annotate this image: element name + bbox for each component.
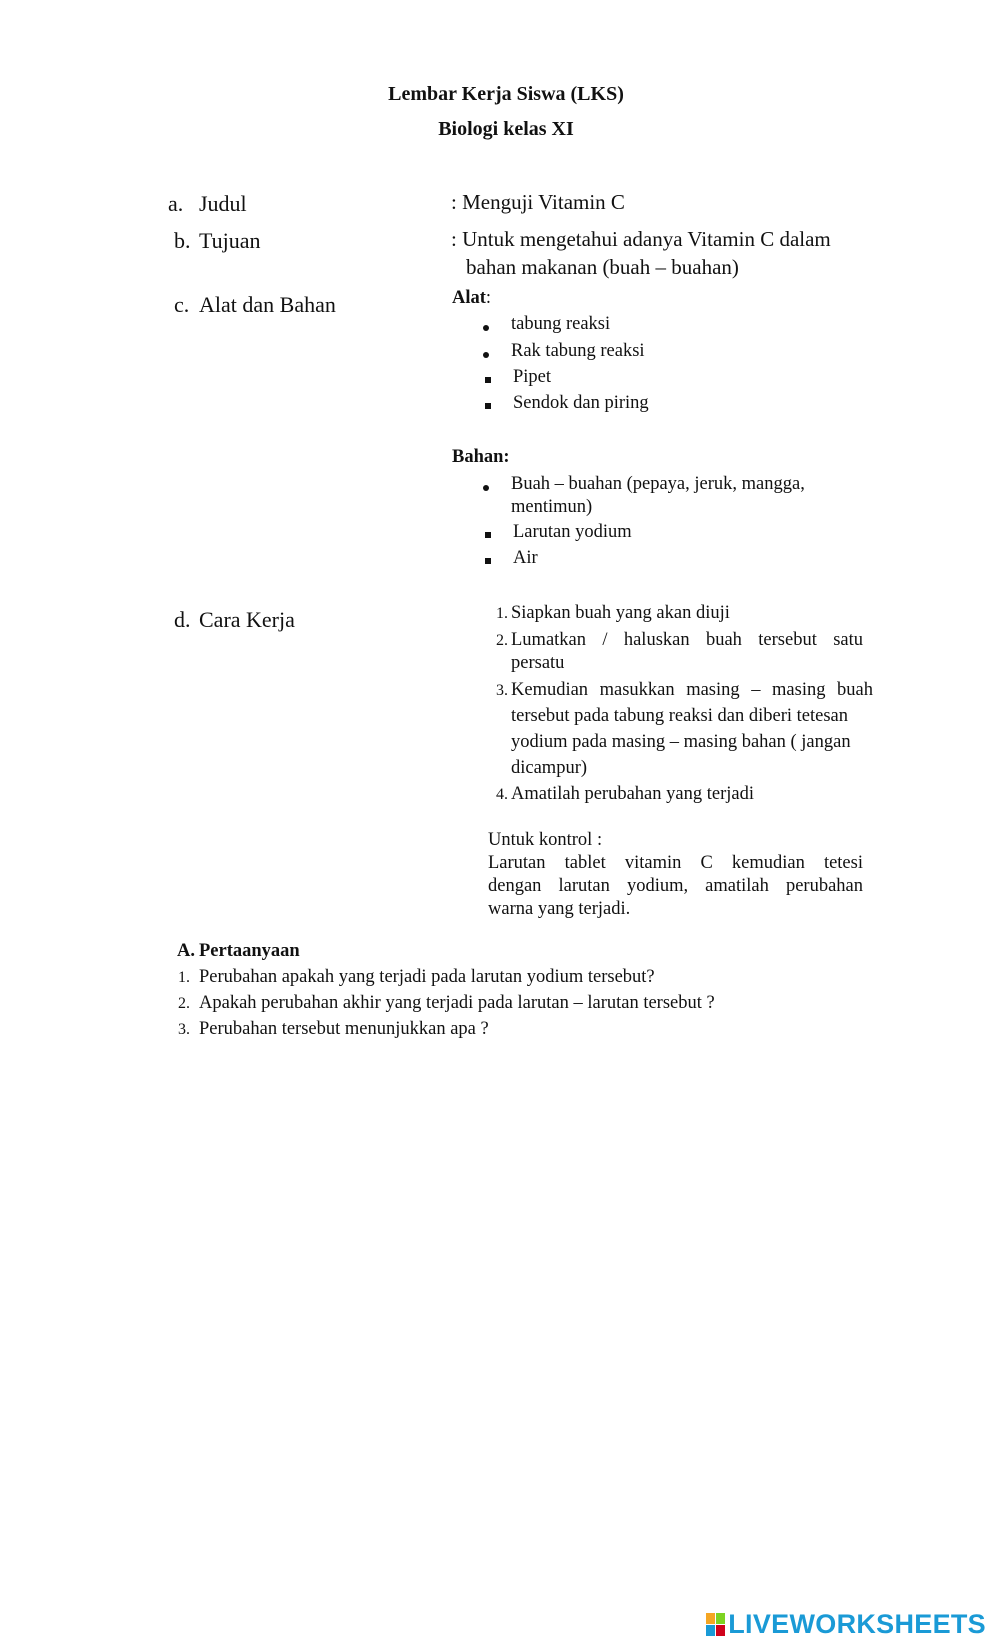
bullet-square-icon: [485, 532, 491, 538]
step-text: Lumatkan / haluskan buah tersebut satu: [511, 630, 863, 650]
alat-item: tabung reaksi: [511, 314, 611, 334]
tujuan-value-line2: bahan makanan (buah – buahan): [466, 255, 739, 279]
bullet-square-icon: [485, 403, 491, 409]
bullet-dot-icon: [483, 325, 489, 331]
alat-item: Sendok dan piring: [513, 393, 649, 413]
bullet-square-icon: [485, 558, 491, 564]
page-subtitle: Biologi kelas XI: [438, 118, 574, 140]
step-number: 2.: [496, 632, 508, 649]
bullet-dot-icon: [483, 485, 489, 491]
question-text: Apakah perubahan akhir yang terjadi pada larutan – larutan tersebut ?: [199, 993, 715, 1013]
bahan-item: Buah – buahan (pepaya, jeruk, mangga,: [511, 474, 805, 494]
step-text-continuation: yodium pada masing – masing bahan ( jangan: [511, 732, 851, 752]
logo-block: [706, 1625, 715, 1636]
section-letter-tujuan: b.: [174, 228, 191, 253]
step-text-continuation: tersebut pada tabung reaksi dan diberi tetesan: [511, 706, 848, 726]
logo-text: LIVEWORKSHEETS: [728, 1609, 986, 1639]
bahan-item: Air: [513, 548, 538, 568]
step-text: Kemudian masukkan masing – masing buah: [511, 680, 873, 700]
bahan-item: Larutan yodium: [513, 522, 632, 542]
alat-item: Pipet: [513, 367, 552, 387]
step-number: 4.: [496, 786, 508, 803]
question-text: Perubahan tersebut menunjukkan apa ?: [199, 1019, 489, 1039]
question-number: 2.: [178, 995, 190, 1012]
step-number: 1.: [496, 605, 508, 622]
kontrol-text: dengan larutan yodium, amatilah perubahan: [488, 876, 863, 896]
alat-heading-colon: :: [485, 288, 492, 308]
bahan-heading: Bahan:: [452, 447, 510, 467]
question-number: 1.: [178, 969, 190, 986]
section-label-judul: Judul: [199, 191, 247, 216]
section-letter-judul: a.: [168, 191, 184, 216]
question-number: 3.: [178, 1021, 190, 1038]
alat-heading: [452, 288, 491, 309]
kontrol-text: Larutan tablet vitamin C kemudian tetesi: [488, 853, 863, 873]
logo-block: [716, 1613, 725, 1624]
section-label-cara-kerja: Cara Kerja: [199, 607, 295, 632]
bullet-square-icon: [485, 377, 491, 383]
alat-item: Rak tabung reaksi: [511, 341, 645, 361]
judul-value: : Menguji Vitamin C: [451, 190, 625, 214]
section-letter-alat-bahan: c.: [174, 292, 190, 317]
bahan-item-continuation: mentimun): [511, 497, 593, 517]
step-text: Amatilah perubahan yang terjadi: [511, 784, 754, 804]
logo-block: [716, 1625, 725, 1636]
section-label-alat-bahan: Alat dan Bahan: [199, 292, 336, 317]
tujuan-value-line1: : Untuk mengetahui adanya Vitamin C dalam: [451, 227, 831, 251]
bullet-dot-icon: [483, 352, 489, 358]
step-text-continuation: dicampur): [511, 758, 588, 778]
logo-blocks-icon: [706, 1613, 725, 1636]
pertanyaan-heading: Pertaanyaan: [199, 941, 300, 961]
kontrol-text: warna yang terjadi.: [488, 899, 631, 919]
pertanyaan-letter: A.: [177, 941, 195, 961]
logo-block: [706, 1613, 715, 1624]
question-text: Perubahan apakah yang terjadi pada larutan yodium tersebut?: [199, 967, 655, 987]
step-text: Siapkan buah yang akan diuji: [511, 603, 730, 623]
section-letter-cara-kerja: d.: [174, 607, 191, 632]
kontrol-heading: Untuk kontrol :: [488, 830, 603, 850]
page-title: Lembar Kerja Siswa (LKS): [388, 83, 624, 105]
alat-heading-text: Alat: [452, 288, 486, 308]
step-text-continuation: persatu: [511, 653, 565, 673]
liveworksheets-logo: [706, 1609, 986, 1640]
step-number: 3.: [496, 682, 508, 699]
section-label-tujuan: Tujuan: [199, 228, 261, 253]
